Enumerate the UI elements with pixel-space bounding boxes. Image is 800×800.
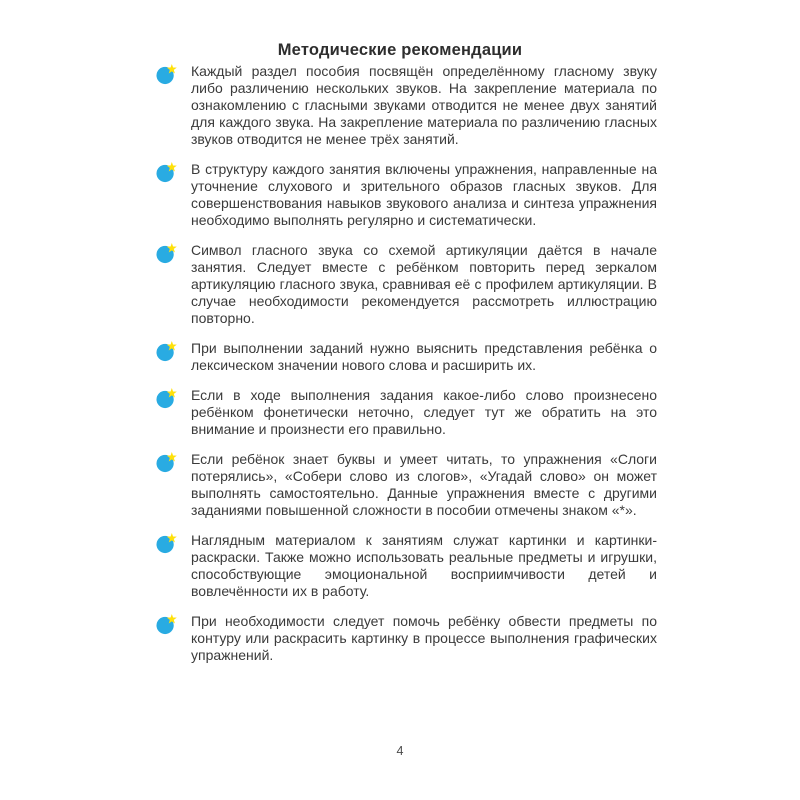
list-item [156, 387, 657, 438]
bullet-text: Каждый раздел пособия посвящён определённому гласному звуку либо различению нескольких звуков. На закрепление материала по ознакомлению с гласными звуками отводится не менее двух занятий для каждого звука. На закрепление материала по различению гласных звуков отводится не менее трёх занятий. [191, 63, 657, 147]
page-title: Методические рекомендации [277, 41, 523, 60]
list-item [156, 161, 657, 229]
bullet-text: При необходимости следует помочь ребёнку обвести предметы по контуру или раскрасить картинку в процессе выполнения графических упражнений. [191, 613, 657, 663]
list-item [156, 613, 657, 664]
ball-star-bullet-icon [156, 532, 179, 555]
list-item [156, 242, 657, 327]
ball-star-bullet-icon [156, 340, 179, 363]
list-item [156, 340, 657, 374]
ball-star-bullet-icon [156, 387, 179, 410]
ball-star-bullet-icon [156, 613, 179, 636]
ball-star-bullet-icon [156, 242, 179, 265]
bullet-list [156, 63, 657, 677]
page-number: 4 [396, 744, 404, 758]
ball-star-bullet-icon [156, 161, 179, 184]
ball-star-bullet-icon [156, 451, 179, 474]
ball-star-bullet-icon [156, 63, 179, 86]
bullet-text: При выполнении заданий нужно выяснить представления ребёнка о лексическом значении нового слова и расширить их. [191, 340, 657, 373]
list-item [156, 63, 657, 148]
bullet-text: В структуру каждого занятия включены упражнения, направленные на уточнение слухового и зрительного образов гласных звуков. Для совершенствования навыков звукового анализа и синтеза упражнения необходимо выполнять регулярно и систематически. [191, 161, 657, 228]
bullet-text: Наглядным материалом к занятиям служат картинки и картинки-раскраски. Также можно использовать реальные предметы и игрушки, способствующие эмоциональной восприимчивости детей и вовлечённости их в работу. [191, 532, 657, 599]
list-item [156, 532, 657, 600]
list-item [156, 451, 657, 519]
bullet-text: Если в ходе выполнения задания какое-либо слово произнесено ребёнком фонетически неточно, следует тут же обратить на это внимание и произнести его правильно. [191, 387, 657, 437]
bullet-text: Если ребёнок знает буквы и умеет читать, то упражнения «Слоги потерялись», «Собери слово из слогов», «Угадай слово» он может выполнять самостоятельно. Данные упражнения вместе с другими заданиями повышенной сложности в пособии отмечены знаком «*». [191, 451, 657, 518]
bullet-text: Символ гласного звука со схемой артикуляции даётся в начале занятия. Следует вместе с ребёнком повторить перед зеркалом артикуляцию гласного звука, сравнивая её с профилем артикуляции. В случае необходимости рекомендуется рассмотреть иллюстрацию повторно. [191, 242, 657, 326]
